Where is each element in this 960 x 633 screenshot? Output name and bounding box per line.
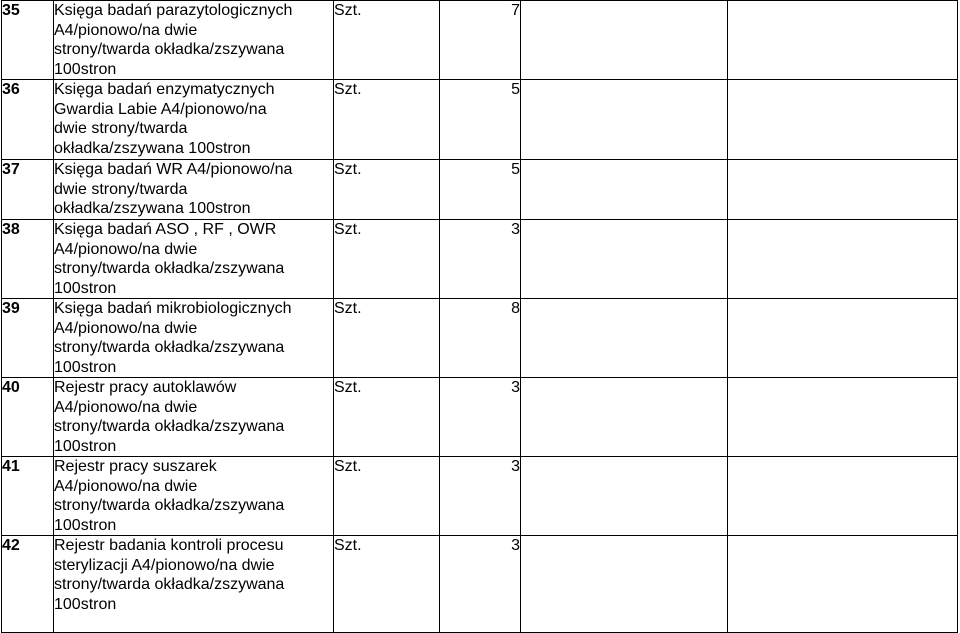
empty-cell <box>521 80 728 160</box>
item-description: Księga badań mikrobiologicznych A4/pionowo/na dwie strony/twarda okładka/zszywana 100stron <box>54 299 334 378</box>
item-description: Rejestr pracy autoklawów A4/pionowo/na dwie strony/twarda okładka/zszywana 100stron <box>54 378 334 457</box>
quantity-cell: 3 <box>440 220 521 299</box>
unit-cell: Szt. <box>334 220 440 299</box>
item-description: Księga badań WR A4/pionowo/na dwie strony/twarda okładka/zszywana 100stron <box>54 160 334 220</box>
row-number: 40 <box>2 378 54 457</box>
row-number: 42 <box>2 536 54 633</box>
table-row <box>2 457 958 536</box>
row-number: 35 <box>2 1 54 80</box>
empty-cell <box>521 378 728 457</box>
quantity-cell: 3 <box>440 457 521 536</box>
empty-cell <box>728 160 958 220</box>
empty-cell <box>521 299 728 378</box>
row-number: 37 <box>2 160 54 220</box>
quantity-cell: 3 <box>440 536 521 633</box>
empty-cell <box>728 80 958 160</box>
item-description: Księga badań ASO , RF , OWR A4/pionowo/na dwie strony/twarda okładka/zszywana 100stron <box>54 220 334 299</box>
unit-cell: Szt. <box>334 80 440 160</box>
table-row <box>2 299 958 378</box>
table-row <box>2 378 958 457</box>
unit-cell: Szt. <box>334 378 440 457</box>
empty-cell <box>728 220 958 299</box>
quantity-cell: 3 <box>440 378 521 457</box>
unit-cell: Szt. <box>334 457 440 536</box>
unit-cell: Szt. <box>334 1 440 80</box>
item-description: Rejestr pracy suszarek A4/pionowo/na dwie strony/twarda okładka/zszywana 100stron <box>54 457 334 536</box>
quantity-cell: 5 <box>440 80 521 160</box>
empty-cell <box>521 536 728 633</box>
item-description: Rejestr badania kontroli procesu sterylizacji A4/pionowo/na dwie strony/twarda okładka/zszywana 100stron <box>54 536 334 633</box>
items-table <box>1 0 958 633</box>
empty-cell <box>521 160 728 220</box>
row-number: 36 <box>2 80 54 160</box>
empty-cell <box>728 457 958 536</box>
empty-cell <box>521 220 728 299</box>
empty-cell <box>728 378 958 457</box>
row-number: 38 <box>2 220 54 299</box>
row-number: 39 <box>2 299 54 378</box>
table-row <box>2 536 958 633</box>
empty-cell <box>728 536 958 633</box>
empty-cell <box>728 299 958 378</box>
empty-cell <box>521 457 728 536</box>
item-description: Księga badań enzymatycznych Gwardia Labie A4/pionowo/na dwie strony/twarda okładka/zszywana 100stron <box>54 80 334 160</box>
unit-cell: Szt. <box>334 160 440 220</box>
quantity-cell: 8 <box>440 299 521 378</box>
table-row <box>2 160 958 220</box>
table-row <box>2 220 958 299</box>
item-description: Księga badań parazytologicznych A4/pionowo/na dwie strony/twarda okładka/zszywana 100stron <box>54 1 334 80</box>
unit-cell: Szt. <box>334 299 440 378</box>
unit-cell: Szt. <box>334 536 440 633</box>
table-row <box>2 1 958 80</box>
empty-cell <box>728 1 958 80</box>
empty-cell <box>521 1 728 80</box>
table-row <box>2 80 958 160</box>
row-number: 41 <box>2 457 54 536</box>
quantity-cell: 5 <box>440 160 521 220</box>
quantity-cell: 7 <box>440 1 521 80</box>
